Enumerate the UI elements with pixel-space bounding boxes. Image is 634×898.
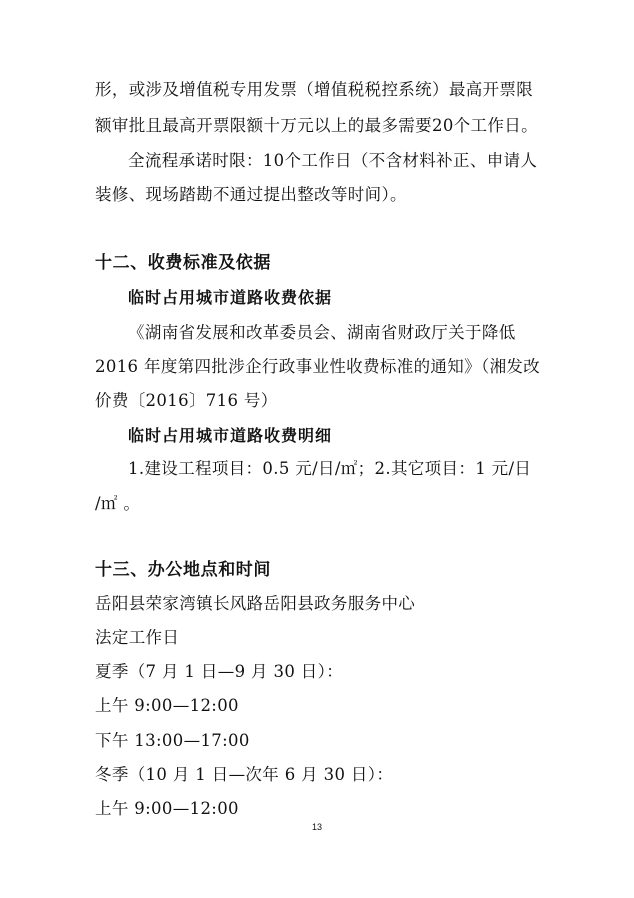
paragraph-line: /㎡ 。: [95, 494, 141, 513]
paragraph-line: 形，或涉及增值税专用发票（增值税税控系统）最高开票限: [95, 80, 534, 99]
paragraph-line: 价费〔2016〕716 号）: [95, 391, 278, 410]
hours-line: 上午 9:00—12:00: [95, 696, 239, 715]
season-line: 夏季（7 月 1 日—9 月 30 日）：: [95, 662, 344, 681]
paragraph-line: 2016 年度第四批涉企行政事业性收费标准的通知》（湘发改: [95, 357, 541, 376]
paragraph-line: 法定工作日: [95, 628, 180, 647]
paragraph-line: 1.建设工程项目：0.5 元/日/㎡；2.其它项目：1 元/日: [128, 459, 532, 478]
hours-line: 上午 9:00—12:00: [95, 799, 239, 818]
subsection-title: 临时占用城市道路收费依据: [128, 288, 333, 307]
commitment-line: 装修、现场踏勘不通过提出整改等时间）。: [95, 185, 407, 204]
paragraph-line: 《湖南省发展和改革委员会、湖南省财政厅关于降低: [128, 323, 516, 342]
page-number: 13: [311, 822, 322, 832]
subsection-title: 临时占用城市道路收费明细: [128, 426, 333, 445]
commitment-line: 全流程承诺时限：10个工作日（不含材料补正、申请人: [128, 151, 538, 170]
paragraph-line: 额审批且最高开票限额十万元以上的最多需要20个工作日。: [95, 116, 538, 135]
season-line: 冬季（10 月 1 日—次年 6 月 30 日）：: [95, 765, 394, 784]
hours-line: 下午 13:00—17:00: [95, 731, 250, 750]
address-line: 岳阳县荣家湾镇长风路岳阳县政务服务中心: [95, 594, 416, 613]
section-heading: 十三、办公地点和时间: [95, 560, 271, 580]
section-heading: 十二、收费标准及依据: [95, 253, 271, 273]
